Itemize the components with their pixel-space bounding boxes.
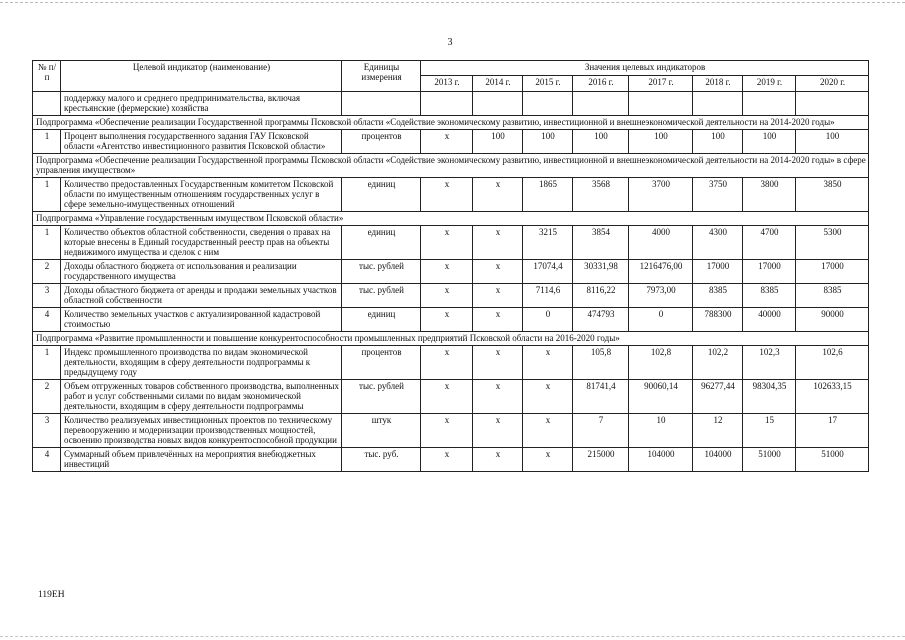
indicators-table [32, 60, 869, 472]
header-year: 2018 г. [693, 76, 743, 92]
value-cell: 100 [743, 130, 796, 154]
header-year: 2015 г. [523, 76, 573, 92]
value-cell: 12 [693, 414, 743, 448]
indicator-name: поддержку малого и среднего предпринимательства, включая крестьянские (фермерские) хозяйства [61, 92, 342, 116]
scan-edge-top [0, 2, 905, 3]
row-number: 3 [33, 284, 61, 308]
indicator-name: Индекс промышленного производства по видам экономической деятельности, входящим в сферу деятельности подпрограммы к предыдущему году [61, 346, 342, 380]
value-cell: 788300 [693, 308, 743, 332]
unit-cell: штук [342, 414, 421, 448]
value-cell: 474793 [573, 308, 629, 332]
value-cell: х [473, 308, 523, 332]
value-cell: х [473, 380, 523, 414]
value-cell: х [421, 226, 473, 260]
table-row [33, 414, 869, 448]
value-cell [693, 92, 743, 116]
value-cell: 3850 [796, 178, 869, 212]
value-cell: 4000 [629, 226, 693, 260]
subprogram-row [33, 332, 869, 346]
value-cell: 17000 [796, 260, 869, 284]
value-cell: х [421, 130, 473, 154]
value-cell: 3750 [693, 178, 743, 212]
unit-cell [342, 92, 421, 116]
header-year: 2017 г. [629, 76, 693, 92]
indicator-name: Количество предоставленных Государственным комитетом Псковской области по имущественным отношениям государственных услуг в сфере земельно-имущественных отношений [61, 178, 342, 212]
value-cell [523, 92, 573, 116]
value-cell: 3800 [743, 178, 796, 212]
value-cell: 96277,44 [693, 380, 743, 414]
value-cell: х [523, 380, 573, 414]
unit-cell: единиц [342, 226, 421, 260]
value-cell: 17000 [743, 260, 796, 284]
row-number: 1 [33, 130, 61, 154]
subprogram-row [33, 116, 869, 130]
value-cell: 17000 [693, 260, 743, 284]
table-row [33, 308, 869, 332]
value-cell: х [473, 226, 523, 260]
value-cell: 102,8 [629, 346, 693, 380]
value-cell: 104000 [629, 448, 693, 472]
table-row [33, 92, 869, 116]
indicator-name: Объем отгруженных товаров собственного производства, выполненных работ и услуг собственными силами по видам экономической деятельности, входящим в сферу деятельности подпрограммы [61, 380, 342, 414]
unit-cell: тыс. рублей [342, 380, 421, 414]
row-number: 2 [33, 380, 61, 414]
indicator-name: Доходы областного бюджета от использования и реализации государственного имущества [61, 260, 342, 284]
table-row [33, 346, 869, 380]
value-cell: 0 [523, 308, 573, 332]
subprogram-row [33, 212, 869, 226]
value-cell: 3700 [629, 178, 693, 212]
row-number: 1 [33, 346, 61, 380]
unit-cell: процентов [342, 346, 421, 380]
value-cell [796, 92, 869, 116]
indicator-name: Количество объектов областной собственности, сведения о правах на которые внесены в Единый государственный реестр прав на объекты недвижимого имущества и сделок с ним [61, 226, 342, 260]
header-year: 2014 г. [473, 76, 523, 92]
value-cell: 7114,6 [523, 284, 573, 308]
value-cell: 8116,22 [573, 284, 629, 308]
value-cell: х [421, 414, 473, 448]
table-row [33, 380, 869, 414]
value-cell: х [473, 448, 523, 472]
subprogram-title: Подпрограмма «Обеспечение реализации Государственной программы Псковской области «Содействие экономическому развитию, инвестиционной и внешнеэкономической деятельности на 2014-2020 годы» в сфере управления имуществом» [33, 154, 869, 178]
indicator-name: Количество реализуемых инвестиционных проектов по техническому перевооружению и модернизации производственных мощностей, освоению производства новых видов конкурентоспособной продукции [61, 414, 342, 448]
indicator-name: Доходы областного бюджета от аренды и продажи земельных участков областной собственности [61, 284, 342, 308]
value-cell: 3215 [523, 226, 573, 260]
subprogram-title: Подпрограмма «Развитие промышленности и повышение конкурентоспособности промышленных предприятий Псковской области на 2016-2020 годы» [33, 332, 869, 346]
value-cell: х [523, 448, 573, 472]
value-cell: 100 [629, 130, 693, 154]
value-cell: 100 [796, 130, 869, 154]
row-number: 4 [33, 448, 61, 472]
value-cell: х [523, 414, 573, 448]
value-cell: 1216476,00 [629, 260, 693, 284]
value-cell: 102,2 [693, 346, 743, 380]
value-cell: 17 [796, 414, 869, 448]
value-cell: 51000 [743, 448, 796, 472]
value-cell: 98304,35 [743, 380, 796, 414]
row-number: 1 [33, 178, 61, 212]
value-cell: 7973,00 [629, 284, 693, 308]
table-row [33, 130, 869, 154]
value-cell: 3568 [573, 178, 629, 212]
value-cell: 102633,15 [796, 380, 869, 414]
header-year: 2013 г. [421, 76, 473, 92]
table-row [33, 260, 869, 284]
value-cell: 215000 [573, 448, 629, 472]
unit-cell: тыс. руб. [342, 448, 421, 472]
value-cell: 4300 [693, 226, 743, 260]
header-year: 2019 г. [743, 76, 796, 92]
value-cell: 100 [693, 130, 743, 154]
value-cell: 7 [573, 414, 629, 448]
value-cell: х [421, 178, 473, 212]
value-cell: х [421, 260, 473, 284]
value-cell: х [421, 308, 473, 332]
value-cell: 0 [629, 308, 693, 332]
value-cell: 15 [743, 414, 796, 448]
header-name: Целевой индикатор (наименование) [61, 61, 342, 92]
value-cell: 8385 [743, 284, 796, 308]
value-cell: 17074,4 [523, 260, 573, 284]
value-cell: 102,6 [796, 346, 869, 380]
table-row [33, 178, 869, 212]
table-row [33, 226, 869, 260]
value-cell: 8385 [693, 284, 743, 308]
value-cell: 1865 [523, 178, 573, 212]
header-unit: Единицы измерения [342, 61, 421, 92]
header-year: 2016 г. [573, 76, 629, 92]
value-cell: х [473, 284, 523, 308]
value-cell: 5300 [796, 226, 869, 260]
value-cell: 100 [573, 130, 629, 154]
table-row [33, 284, 869, 308]
subprogram-title: Подпрограмма «Управление государственным имуществом Псковской области» [33, 212, 869, 226]
unit-cell: тыс. рублей [342, 260, 421, 284]
value-cell: х [473, 260, 523, 284]
value-cell: 100 [473, 130, 523, 154]
value-cell: х [421, 380, 473, 414]
header-num: № п/п [33, 61, 61, 92]
row-number: 3 [33, 414, 61, 448]
value-cell: 8385 [796, 284, 869, 308]
value-cell: х [523, 346, 573, 380]
value-cell: 105,8 [573, 346, 629, 380]
header-year: 2020 г. [796, 76, 869, 92]
value-cell: х [473, 414, 523, 448]
value-cell: 40000 [743, 308, 796, 332]
value-cell: х [421, 284, 473, 308]
value-cell: 100 [523, 130, 573, 154]
row-number: 2 [33, 260, 61, 284]
subprogram-row [33, 154, 869, 178]
header-values: Значения целевых индикаторов [421, 61, 869, 76]
table-body [33, 92, 869, 472]
value-cell: х [473, 346, 523, 380]
value-cell: 90060,14 [629, 380, 693, 414]
value-cell: 81741,4 [573, 380, 629, 414]
unit-cell: единиц [342, 308, 421, 332]
value-cell: х [421, 448, 473, 472]
unit-cell: процентов [342, 130, 421, 154]
value-cell: 90000 [796, 308, 869, 332]
unit-cell: единиц [342, 178, 421, 212]
value-cell [573, 92, 629, 116]
value-cell [473, 92, 523, 116]
subprogram-title: Подпрограмма «Обеспечение реализации Государственной программы Псковской области «Содействие экономическому развитию, инвестиционной и внешнеэкономической деятельности на 2014-2020 годы» [33, 116, 869, 130]
row-number: 1 [33, 226, 61, 260]
value-cell: 4700 [743, 226, 796, 260]
value-cell: 10 [629, 414, 693, 448]
value-cell: 104000 [693, 448, 743, 472]
table-row [33, 448, 869, 472]
value-cell: 30331,98 [573, 260, 629, 284]
page-number: 3 [447, 37, 453, 48]
value-cell [743, 92, 796, 116]
indicator-name: Количество земельных участков с актуализированной кадастровой стоимостью [61, 308, 342, 332]
value-cell: х [421, 346, 473, 380]
indicator-name: Суммарный объем привлечённых на мероприятия внебюджетных инвестиций [61, 448, 342, 472]
unit-cell: тыс. рублей [342, 284, 421, 308]
value-cell [421, 92, 473, 116]
document-code: 119ЕН [38, 590, 65, 600]
row-number [33, 92, 61, 116]
row-number: 4 [33, 308, 61, 332]
value-cell: 3854 [573, 226, 629, 260]
value-cell [629, 92, 693, 116]
value-cell: 102,3 [743, 346, 796, 380]
scan-edge-bottom [0, 636, 905, 637]
value-cell: х [473, 178, 523, 212]
value-cell: 51000 [796, 448, 869, 472]
indicator-name: Процент выполнения государственного задания ГАУ Псковской области «Агентство инвестиционного развития Псковской области» [61, 130, 342, 154]
